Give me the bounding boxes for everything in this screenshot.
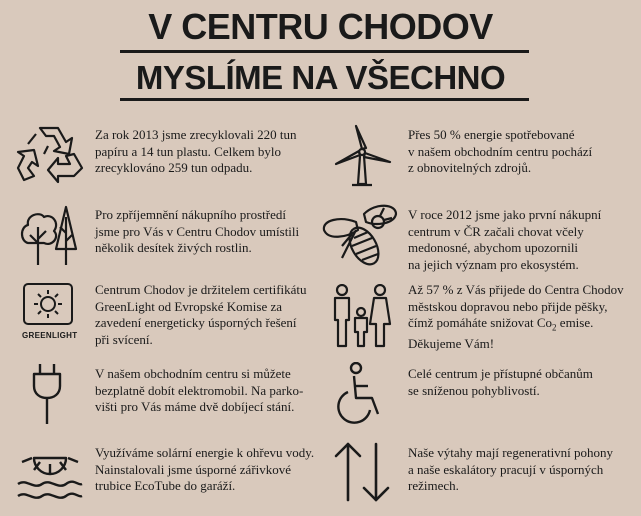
- bee-text: V roce 2012 jsme jako první nákupní centrum v ČR začali chovat včely medonosné, abychom upozornili na jejich význam pro ekosystém.: [408, 207, 602, 272]
- family-icon: [330, 284, 392, 350]
- solar-icon: [14, 438, 86, 502]
- plug-text: V našem obchodním centru si můžete bezplatně dobít elektromobil. Na parko- višti pro Vás máme dvě dobíjecí stání.: [95, 366, 304, 414]
- solar-text: Využíváme solární energie k ohřevu vody. Nainstalovali jsme úsporné zářivkové trubice EcoTube do garáží.: [95, 445, 315, 493]
- greenlight-icon: [20, 280, 76, 328]
- title-line-1: V CENTRU CHODOV: [148, 6, 493, 47]
- family-text-part-a: Až 57 % z Vás přijede do Centra Chodov městskou dopravou nebo přijde pěšky, čímž pomáháte snižovat Co: [408, 282, 624, 330]
- greenlight-text: Centrum Chodov je držitelem certifikátu GreenLight od Evropské Komise za zavedení energeticky úsporných řešení při svícení.: [95, 282, 307, 347]
- bee-icon: [320, 202, 400, 270]
- family-text-subscript: 2: [552, 322, 557, 333]
- wheelchair-icon: [334, 362, 386, 426]
- recycle-text: Za rok 2013 jsme zrecyklovali 220 tun papíru a 14 tun plastu. Celkem bylo zrecyklováno 259 tun odpadu.: [95, 127, 297, 175]
- title-line-2: MYSLÍME NA VŠECHNO: [135, 59, 506, 96]
- wind-turbine-icon: [332, 124, 394, 190]
- title-rule-top: [120, 50, 529, 53]
- wheelchair-text: Celé centrum je přístupné občanům se sníženou pohyblivostí.: [408, 366, 593, 398]
- recycle-icon: [14, 124, 84, 186]
- up-down-arrows-text: Naše výtahy mají regenerativní pohony a naše eskalátory pracují v úsporných režimech.: [408, 445, 614, 493]
- family-text-part-b: emise. Děkujeme Vám!: [408, 315, 594, 352]
- trees-icon: [18, 203, 84, 269]
- family-text: [408, 282, 624, 353]
- greenlight-label: GREENLIGHT: [22, 331, 78, 340]
- trees-text: Pro zpříjemnění nákupního prostředí jsme pro Vás v Centru Chodov umístili několik desítek živých rostlin.: [95, 207, 300, 255]
- title-rule-bottom: [120, 98, 529, 101]
- wind-turbine-text: Přes 50 % energie spotřebované v našem obchodním centru pochází z obnovitelných zdrojů.: [408, 127, 593, 175]
- up-down-arrows-icon: [330, 440, 394, 504]
- plug-icon: [30, 362, 64, 426]
